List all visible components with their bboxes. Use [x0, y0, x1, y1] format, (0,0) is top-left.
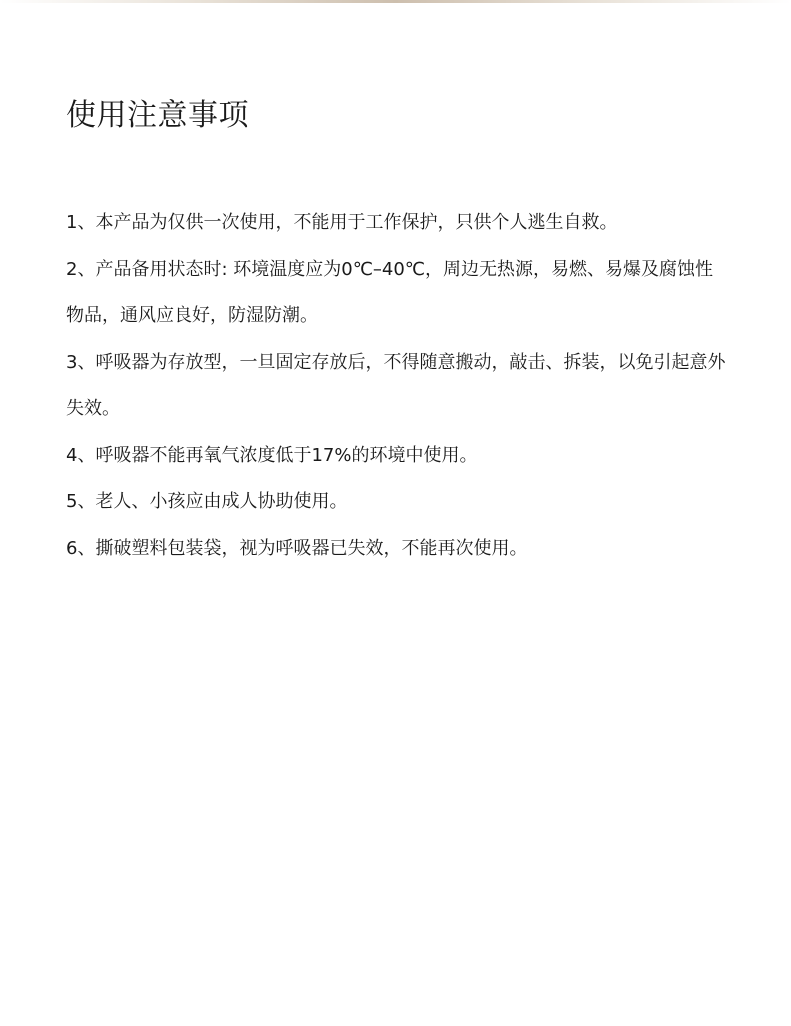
notice-item-6: 6、撕破塑料包装袋，视为呼吸器已失效，不能再次使用。 [66, 537, 528, 559]
notice-item-4: 4、呼吸器不能再氧气浓度低于17%的环境中使用。 [66, 444, 478, 466]
notice-item-2: 2、产品备用状态时: 环境温度应为0℃–40℃，周边无热源，易燃、易爆及腐蚀性物品，通风应良好，防湿防潮。 [66, 258, 714, 326]
notice-list [66, 200, 726, 572]
notice-item-5: 5、老人、小孩应由成人协助使用。 [66, 491, 348, 512]
notice-item-1: 1、本产品为仅供一次使用，不能用于工作保护，只供个人逃生自救。 [66, 212, 618, 233]
page-title: 使用注意事项 [66, 98, 249, 133]
top-decorative-strip [0, 0, 791, 3]
notice-item-3: 3、呼吸器为存放型，一旦固定存放后，不得随意搬动，敲击、拆装，以免引起意外失效。 [66, 351, 726, 419]
